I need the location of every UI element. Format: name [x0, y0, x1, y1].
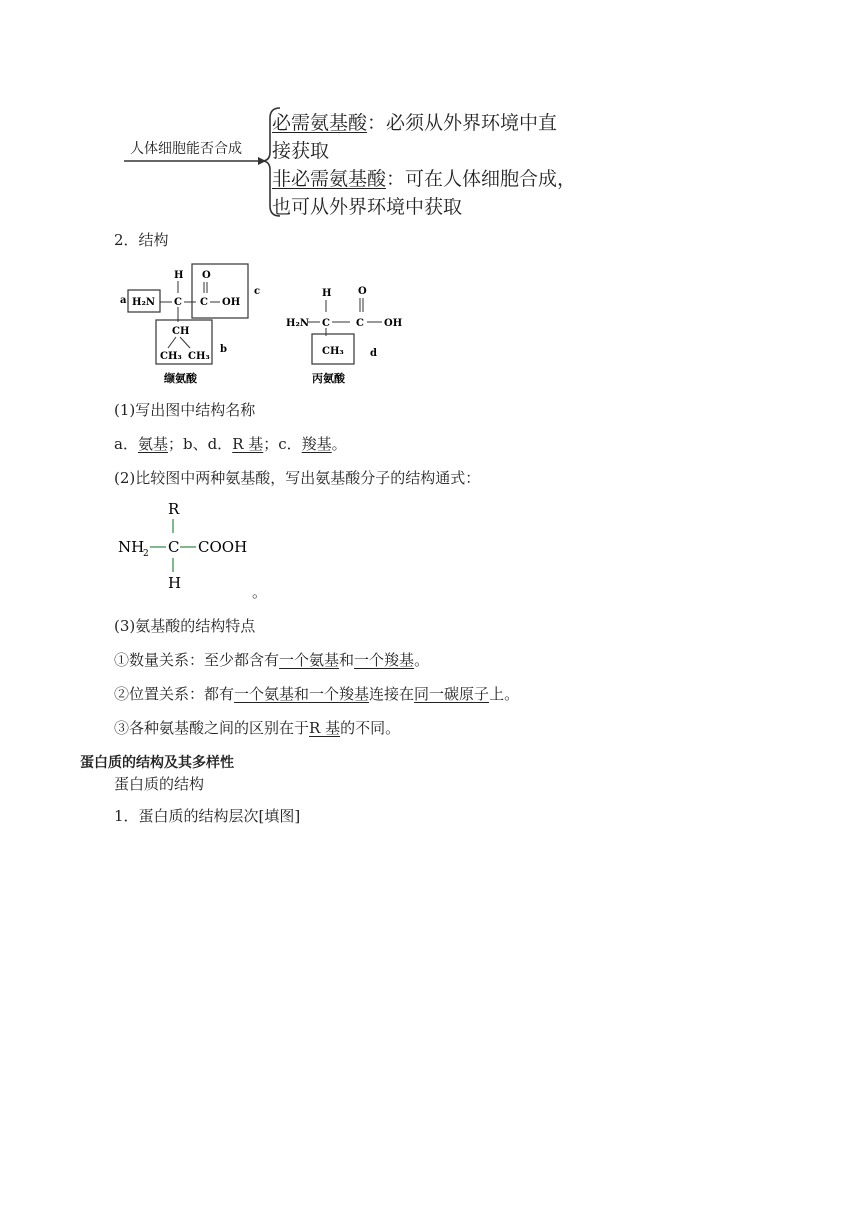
q3-item1-mid: 和: [339, 651, 355, 669]
essential-desc-1: ：必须从外界环境中直: [367, 112, 558, 134]
formula-nh: NH: [118, 538, 145, 556]
q1-a-answer: 氨基: [137, 435, 168, 453]
alanine-c2: C: [356, 318, 364, 329]
q3-item2-end: 上。: [489, 685, 520, 703]
label-a: a: [120, 295, 127, 306]
alanine-h: H: [322, 288, 332, 299]
q1-bd-answer: R 基: [232, 435, 264, 453]
valine-c: C: [174, 297, 182, 308]
classification-diagram: [120, 104, 580, 220]
q1-c-answer: 羧基: [301, 435, 332, 453]
protein-heading: 蛋白质的结构及其多样性: [80, 755, 234, 771]
alanine-oh: OH: [384, 318, 403, 329]
q3-item1-ans2: 一个羧基: [354, 651, 415, 669]
essential-line-2: 接获取: [272, 140, 330, 162]
q3-item1-end: 。: [414, 651, 430, 669]
q2-end: 。: [252, 583, 268, 601]
q3-item2-prefix: ②位置关系：都有: [114, 685, 235, 703]
valine-c2: C: [200, 297, 208, 308]
q2-title: (2)比较图中两种氨基酸，写出氨基酸分子的结构通式：: [114, 469, 481, 487]
q3-item3-end: 的不同。: [340, 719, 401, 737]
valine-ch3-right: CH₃: [188, 351, 210, 362]
nonessential-title: 非必需氨基酸: [272, 168, 387, 190]
q3-item2-ans2: 同一碳原子: [414, 685, 490, 703]
structure-figure: [112, 260, 422, 388]
protein-subheading: 蛋白质的结构: [114, 775, 205, 793]
valine-ch: CH: [172, 326, 190, 337]
formula-h: H: [168, 574, 182, 592]
general-formula-svg: [116, 498, 256, 594]
q3-item2: [114, 684, 519, 704]
essential-title: 必需氨基酸: [272, 112, 368, 134]
general-formula: [116, 498, 256, 594]
q3-item1-ans1: 一个氨基: [279, 651, 340, 669]
arrow-label: 人体细胞能否合成: [130, 141, 242, 157]
protein-item1: 1．蛋白质的结构层次[填图]: [114, 807, 301, 825]
q3-item1-prefix: ①数量关系：至少都含有: [114, 651, 280, 669]
q1-c-prefix: ；c．: [263, 435, 302, 453]
q1-title: (1)写出图中结构名称: [114, 401, 256, 419]
q1-answers: [114, 434, 347, 454]
label-b: b: [220, 344, 227, 355]
q3-title: (3)氨基酸的结构特点: [114, 617, 256, 635]
section2-heading: 2．结构: [114, 231, 169, 249]
q3-item2-ans1: 一个氨基和一个羧基: [234, 685, 370, 703]
q3-item3-prefix: ③各种氨基酸之间的区别在于: [114, 719, 310, 737]
alanine-amino: H₂N: [286, 318, 309, 329]
nonessential-desc-1: ：可在人体细胞合成，: [386, 168, 577, 190]
label-c: c: [254, 286, 261, 297]
valine-ch3-left: CH₃: [160, 351, 182, 362]
valine-oh: OH: [222, 297, 241, 308]
q1-bd-prefix: ；b、d．: [167, 435, 233, 453]
valine-amino: H₂N: [132, 297, 155, 308]
q3-item1: [114, 650, 429, 670]
alanine-c: C: [322, 318, 330, 329]
formula-c: C: [168, 538, 180, 556]
alanine-ch3: CH₃: [322, 346, 344, 357]
formula-r: R: [168, 500, 180, 518]
valine-o: O: [202, 270, 211, 281]
essential-line-1: [272, 108, 557, 135]
nonessential-line-1: [272, 164, 576, 191]
q3-item3: [114, 718, 400, 738]
carboxyl-box-c: [192, 264, 248, 318]
alanine-name: 丙氨酸: [312, 372, 345, 385]
amino-acid-structures: [112, 260, 422, 388]
q3-item2-mid: 连接在: [369, 685, 415, 703]
label-d: d: [370, 348, 377, 359]
q3-item3-ans: R 基: [309, 719, 341, 737]
formula-cooh: COOH: [198, 538, 248, 556]
nonessential-line-2: 也可从外界环境中获取: [272, 196, 463, 218]
alanine-o: O: [358, 286, 367, 297]
valine-name: 缬氨酸: [164, 372, 197, 385]
valine-h: H: [174, 270, 184, 281]
formula-sub2: 2: [143, 549, 149, 559]
q1-end: 。: [331, 435, 347, 453]
q1-a-prefix: a．: [114, 435, 138, 453]
